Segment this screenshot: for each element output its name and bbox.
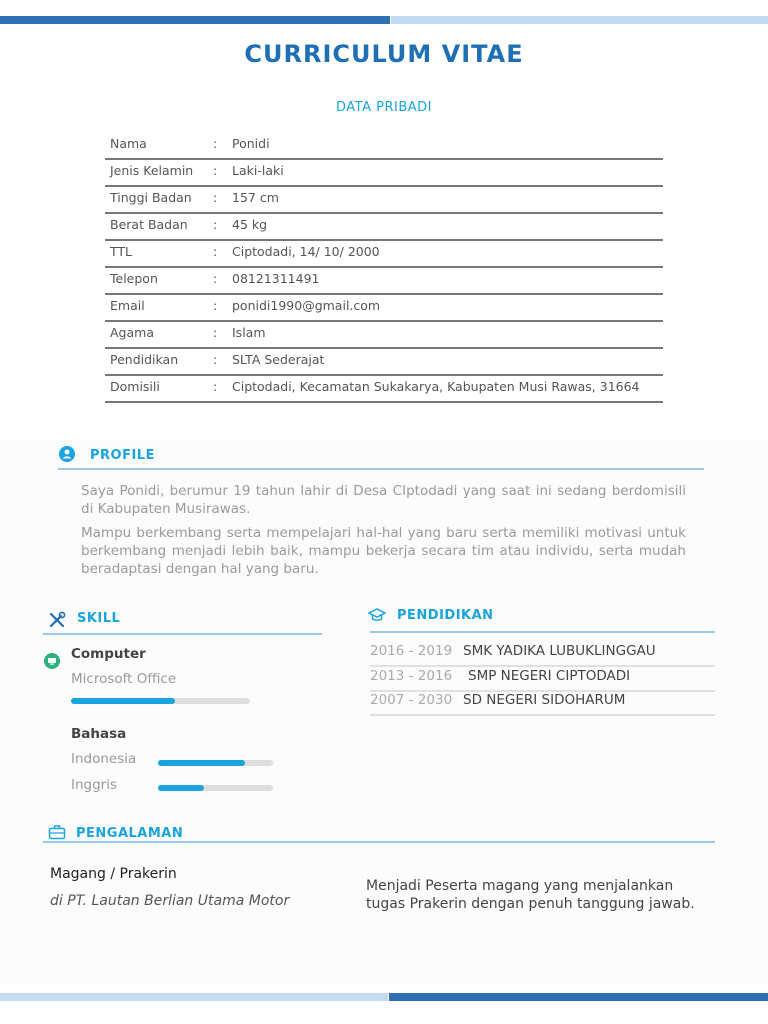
table-row <box>105 241 663 268</box>
skill-progress-bar <box>158 760 273 766</box>
profile-heading: PROFILE <box>90 448 155 463</box>
bottom-bar-light <box>0 993 388 1001</box>
row-colon: : <box>213 298 218 313</box>
row-value: Ponidi <box>232 136 270 151</box>
personal-data-heading: DATA PRIBADI <box>336 100 432 115</box>
personal-data-table <box>105 133 663 403</box>
row-value: Laki-laki <box>232 163 284 178</box>
table-row <box>105 349 663 376</box>
education-school: SD NEGERI SIDOHARUM <box>463 692 626 708</box>
list-item <box>370 690 715 716</box>
row-value: ponidi1990@gmail.com <box>232 298 381 313</box>
education-years: 2013 - 2016 <box>370 668 453 684</box>
skill-progress-bar <box>71 698 250 704</box>
row-colon: : <box>213 244 218 259</box>
computer-icon <box>44 653 60 669</box>
bottom-bar-dark <box>389 993 768 1001</box>
briefcase-icon <box>48 824 66 840</box>
top-bar-light <box>391 16 768 24</box>
education-years: 2016 - 2019 <box>370 643 453 659</box>
profile-paragraph: Saya Ponidi, berumur 19 tahun lahir di Desa CIptodadi yang saat ini sedang berdomisili di Kabupaten Musirawas. <box>81 483 686 517</box>
row-label: Tinggi Badan <box>110 190 192 205</box>
row-label: Telepon <box>110 271 158 286</box>
education-school: SMK YADIKA LUBUKLINGGAU <box>463 643 656 659</box>
table-row <box>105 133 663 160</box>
profile-divider <box>58 468 704 470</box>
skill-name: Inggris <box>71 777 118 793</box>
experience-divider <box>43 841 715 843</box>
skill-heading: SKILL <box>77 611 121 626</box>
education-years: 2007 - 2030 <box>370 692 453 708</box>
row-value: 45 kg <box>232 217 268 232</box>
row-label: Domisili <box>110 379 160 394</box>
profile-paragraph: Mampu berkembang serta mempelajari hal-hal yang baru serta memiliki motivasi untuk berkembang menjadi lebih baik, mampu bekerja secara tim atau individu, serta mudah beradaptasi dengan hal yang baru. <box>81 525 686 577</box>
row-colon: : <box>213 352 218 367</box>
row-label: Nama <box>110 136 147 151</box>
row-value: Ciptodadi, Kecamatan Sukakarya, Kabupaten Musi Rawas, 31664 <box>232 379 640 394</box>
table-row <box>105 322 663 349</box>
row-colon: : <box>213 325 218 340</box>
row-value: SLTA Sederajat <box>232 352 325 367</box>
row-label: Agama <box>110 325 154 340</box>
list-item <box>370 666 715 692</box>
row-value: Islam <box>232 325 266 340</box>
table-row <box>105 187 663 214</box>
row-label: Jenis Kelamin <box>110 163 194 178</box>
education-school: SMP NEGERI CIPTODADI <box>468 668 631 684</box>
skill-progress-bar <box>158 785 273 791</box>
row-colon: : <box>213 136 218 151</box>
experience-description: Menjadi Peserta magang yang menjalankan tugas Prakerin dengan penuh tanggung jawab. <box>366 878 695 912</box>
skill-progress-fill <box>71 698 175 704</box>
graduation-cap-icon <box>368 607 386 623</box>
education-divider <box>370 631 715 633</box>
page-title: CURRICULUM VITAE <box>244 40 524 68</box>
row-colon: : <box>213 379 218 394</box>
row-colon: : <box>213 217 218 232</box>
row-colon: : <box>213 271 218 286</box>
table-row <box>105 376 663 403</box>
skill-category-computer: Computer <box>71 646 146 662</box>
row-value: Ciptodadi, 14/ 10/ 2000 <box>232 244 380 259</box>
row-label: TTL <box>110 244 133 259</box>
row-colon: : <box>213 163 218 178</box>
row-label: Berat Badan <box>110 217 188 232</box>
skill-name: Indonesia <box>71 751 137 767</box>
skill-name: Microsoft Office <box>71 671 177 687</box>
skill-progress-fill <box>158 760 245 766</box>
tools-icon <box>48 611 66 629</box>
experience-place: di PT. Lautan Berlian Utama Motor <box>50 893 290 909</box>
table-row <box>105 268 663 295</box>
table-row <box>105 214 663 241</box>
table-row <box>105 160 663 187</box>
row-value: 157 cm <box>232 190 279 205</box>
row-label: Email <box>110 298 145 313</box>
row-label: Pendidikan <box>110 352 179 367</box>
experience-title: Magang / Prakerin <box>50 866 177 882</box>
skill-progress-fill <box>158 785 204 791</box>
skill-divider <box>43 633 322 635</box>
user-icon <box>59 446 75 462</box>
row-value: 08121311491 <box>232 271 320 286</box>
education-heading: PENDIDIKAN <box>397 608 494 623</box>
row-colon: : <box>213 190 218 205</box>
experience-heading: PENGALAMAN <box>76 826 184 841</box>
list-item <box>370 641 715 667</box>
skill-category-language: Bahasa <box>71 726 127 742</box>
table-row <box>105 295 663 322</box>
top-bar-dark <box>0 16 390 24</box>
